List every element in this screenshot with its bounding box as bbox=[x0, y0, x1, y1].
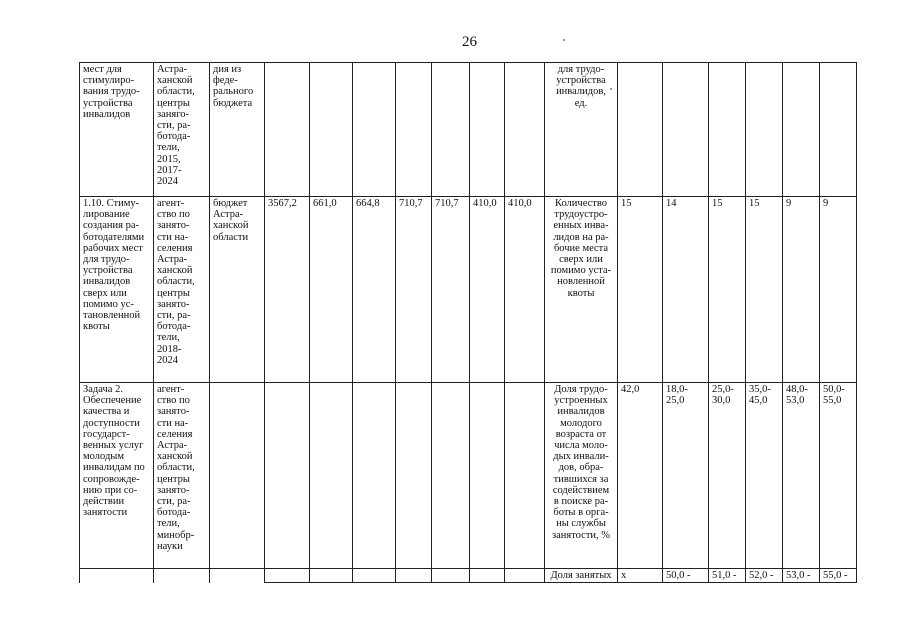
funding-cell bbox=[470, 383, 505, 569]
funding-cell bbox=[505, 383, 545, 569]
indicator-value-cell: 50,0- 55,0 bbox=[820, 383, 857, 569]
indicator-cell: для трудо- устройства инвалидов, ед. bbox=[545, 63, 618, 197]
measure-cell: Задача 2. Обеспечение качества и доступности государст- венных услуг молодым инвалидам по сопровожде- нию при со- действии занятости bbox=[80, 383, 154, 569]
indicator-value-cell bbox=[820, 63, 857, 197]
funding-cell bbox=[432, 569, 470, 583]
funding-cell bbox=[396, 569, 432, 583]
program-measures-table bbox=[79, 62, 857, 583]
measure-cell bbox=[80, 569, 154, 583]
indicator-cell: Количество трудоустро- енных инва- лидов на ра- бочие места сверх или помимо уста- новленной квоты bbox=[545, 197, 618, 383]
executor-cell: агент- ство по занято- сти на- селения Астра- ханской области, центры занято- сти, ра- ботода- тели, 2018- 2024 bbox=[154, 197, 210, 383]
indicator-value-cell: 25,0- 30,0 bbox=[709, 383, 746, 569]
measure-cell: мест для стимулиро- вания трудо- устройства инвалидов bbox=[80, 63, 154, 197]
indicator-value-cell bbox=[709, 63, 746, 197]
funding-cell bbox=[505, 63, 545, 197]
funding-cell bbox=[310, 569, 353, 583]
executor-cell: Астра- ханской области, центры заняго- сти, ра- ботода- тели, 2015, 2017- 2024 bbox=[154, 63, 210, 197]
table-row bbox=[80, 569, 857, 583]
indicator-value-cell: х bbox=[618, 569, 663, 583]
funding-cell bbox=[310, 383, 353, 569]
funding-cell: 410,0 bbox=[505, 197, 545, 383]
funding-cell bbox=[396, 383, 432, 569]
table-row bbox=[80, 63, 857, 197]
funding-cell bbox=[470, 63, 505, 197]
indicator-value-cell: 48,0- 53,0 bbox=[783, 383, 820, 569]
indicator-value-cell bbox=[783, 63, 820, 197]
funding-cell bbox=[396, 63, 432, 197]
funding-cell: 3567,2 bbox=[265, 197, 310, 383]
funding-cell bbox=[432, 383, 470, 569]
page-number: 26 bbox=[462, 34, 477, 50]
indicator-value-cell: 9 bbox=[783, 197, 820, 383]
indicator-cell: Доля занятых bbox=[545, 569, 618, 583]
source-cell: дия из феде- рального бюджета bbox=[210, 63, 265, 197]
indicator-value-cell bbox=[663, 63, 709, 197]
table-row bbox=[80, 197, 857, 383]
funding-cell bbox=[353, 383, 396, 569]
funding-cell: 661,0 bbox=[310, 197, 353, 383]
funding-cell bbox=[505, 569, 545, 583]
indicator-value-cell bbox=[618, 63, 663, 197]
executor-cell bbox=[154, 569, 210, 583]
funding-cell bbox=[310, 63, 353, 197]
indicator-value-cell: 9 bbox=[820, 197, 857, 383]
scan-speck bbox=[563, 39, 565, 41]
funding-cell bbox=[265, 569, 310, 583]
indicator-value-cell: 15 bbox=[709, 197, 746, 383]
source-cell bbox=[210, 383, 265, 569]
indicator-value-cell: 18,0- 25,0 bbox=[663, 383, 709, 569]
indicator-value-cell: 15 bbox=[746, 197, 783, 383]
funding-cell bbox=[265, 383, 310, 569]
indicator-value-cell: 52,0 - bbox=[746, 569, 783, 583]
funding-cell: 410,0 bbox=[470, 197, 505, 383]
funding-cell bbox=[353, 63, 396, 197]
indicator-value-cell: 42,0 bbox=[618, 383, 663, 569]
funding-cell bbox=[353, 569, 396, 583]
table-row bbox=[80, 383, 857, 569]
indicator-value-cell: 15 bbox=[618, 197, 663, 383]
indicator-cell: Доля трудо- устроенных инвалидов молодого возраста от числа моло- дых инвали- дов, обра- тившихся за содействием в поиске ра- боты в орга- ны службы занятости, % bbox=[545, 383, 618, 569]
funding-cell bbox=[470, 569, 505, 583]
indicator-value-cell: 51,0 - bbox=[709, 569, 746, 583]
funding-cell: 710,7 bbox=[396, 197, 432, 383]
funding-cell bbox=[265, 63, 310, 197]
indicator-value-cell: 53,0 - bbox=[783, 569, 820, 583]
indicator-value-cell: 50,0 - bbox=[663, 569, 709, 583]
indicator-value-cell: 14 bbox=[663, 197, 709, 383]
indicator-value-cell: 35,0- 45,0 bbox=[746, 383, 783, 569]
funding-cell: 664,8 bbox=[353, 197, 396, 383]
source-cell: бюджет Астра- ханской области bbox=[210, 197, 265, 383]
funding-cell: 710,7 bbox=[432, 197, 470, 383]
funding-cell bbox=[432, 63, 470, 197]
executor-cell: агент- ство по занято- сти на- селения Астра- ханской области, центры занято- сти, ра- ботода- тели, минобр- науки bbox=[154, 383, 210, 569]
measure-cell: 1.10. Стиму- лирование создания ра- ботодателями рабочих мест для трудо- устройства инвалидов сверх или помимо ус- тановленной квоты bbox=[80, 197, 154, 383]
source-cell bbox=[210, 569, 265, 583]
indicator-value-cell: 55,0 - bbox=[820, 569, 857, 583]
indicator-value-cell bbox=[746, 63, 783, 197]
